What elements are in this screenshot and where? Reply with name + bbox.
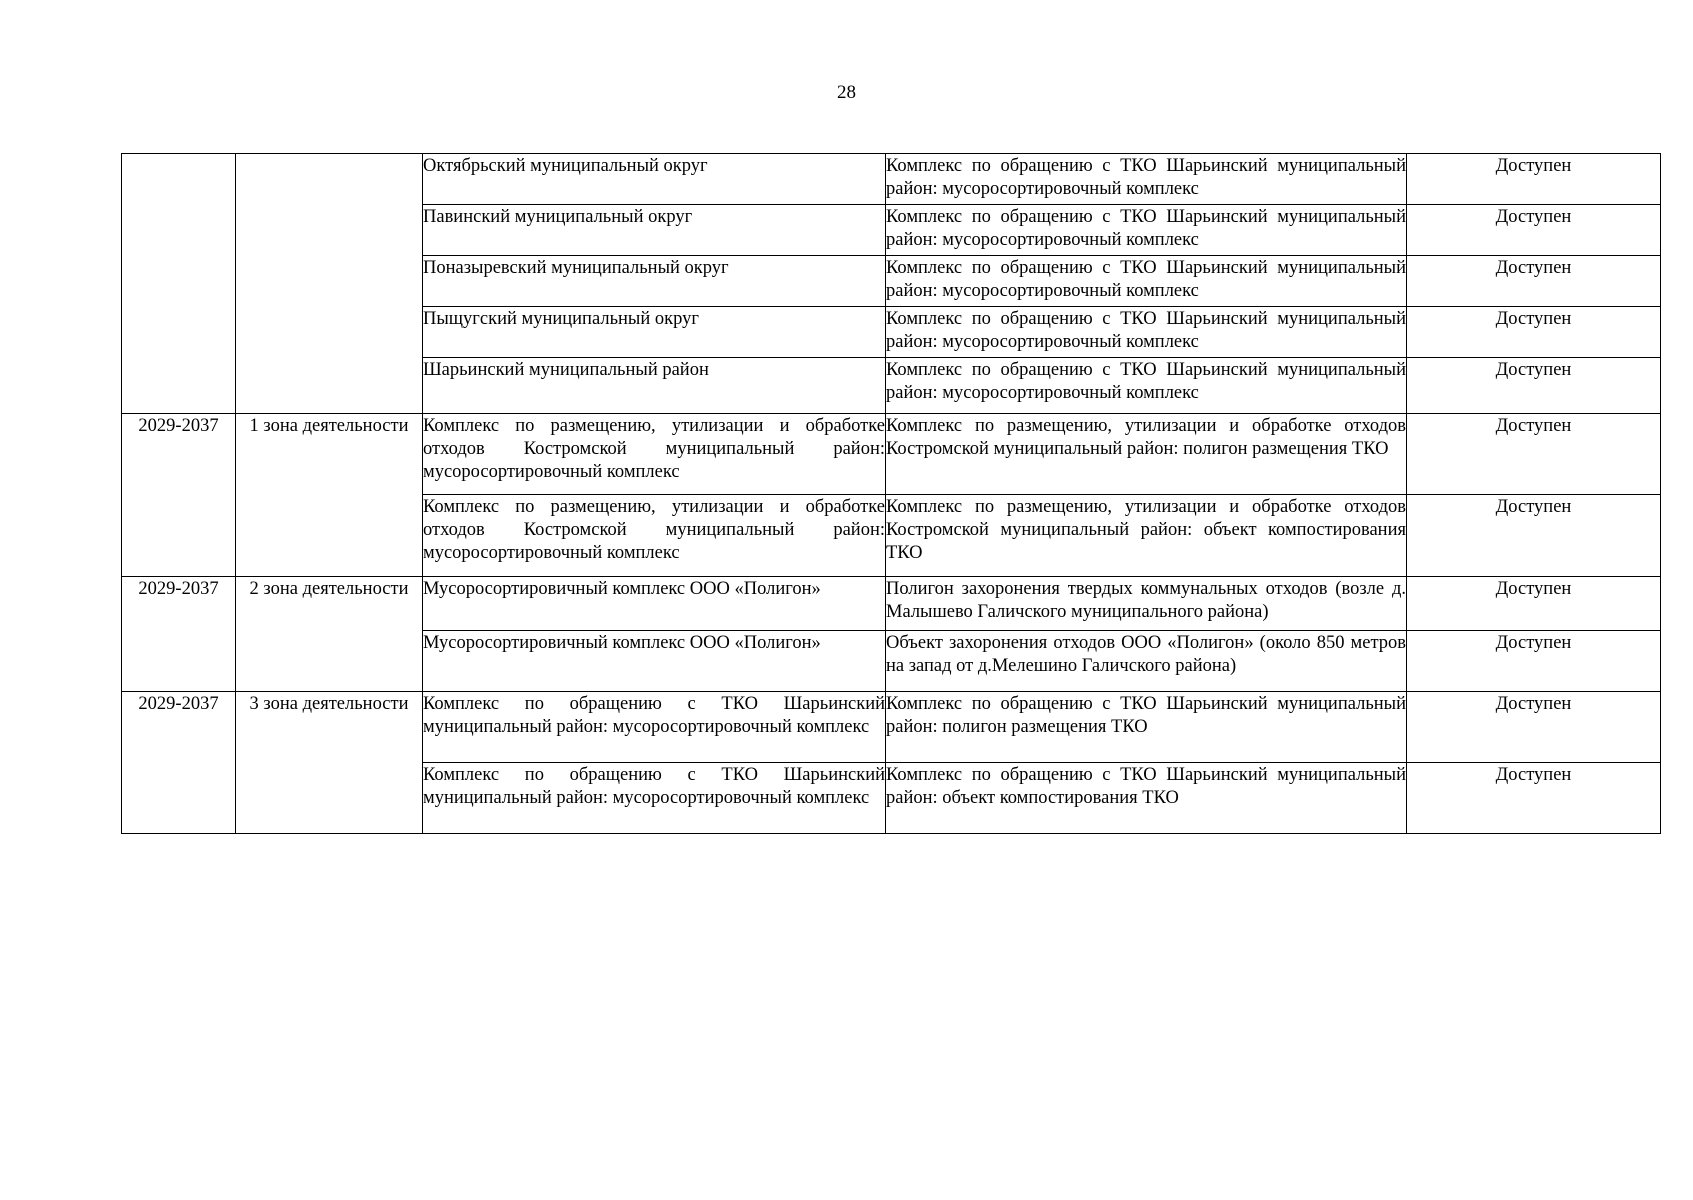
destination-cell: Комплекс по обращению с ТКО Шарьинский муниципальный район: мусоросортировочный комплекс [886, 307, 1407, 358]
destination-cell: Комплекс по обращению с ТКО Шарьинский муниципальный район: объект компостирования ТКО [886, 763, 1407, 834]
destination-cell: Комплекс по обращению с ТКО Шарьинский муниципальный район: мусоросортировочный комплекс [886, 256, 1407, 307]
destination-cell: Комплекс по обращению с ТКО Шарьинский муниципальный район: полигон размещения ТКО [886, 692, 1407, 763]
zone-cell: 1 зона деятельности [236, 414, 423, 577]
status-cell: Доступен [1407, 763, 1661, 834]
table-row [122, 577, 1661, 631]
source-cell: Мусоросортировичный комплекс ООО «Полигон» [423, 631, 886, 692]
zone-cell: 2 зона деятельности [236, 577, 423, 692]
destination-cell: Объект захоронения отходов ООО «Полигон» (около 850 метров на запад от д.Мелешино Галичского района) [886, 631, 1407, 692]
zone-cell [236, 154, 423, 414]
source-cell: Комплекс по размещению, утилизации и обработке отходов Костромской муниципальный район: мусоросортировочный комплекс [423, 495, 886, 577]
period-cell: 2029-2037 [122, 577, 236, 692]
source-cell: Комплекс по обращению с ТКО Шарьинский муниципальный район: мусоросортировочный комплекс [423, 692, 886, 763]
status-cell: Доступен [1407, 414, 1661, 495]
status-cell: Доступен [1407, 307, 1661, 358]
status-cell: Доступен [1407, 154, 1661, 205]
status-cell: Доступен [1407, 495, 1661, 577]
period-cell: 2029-2037 [122, 692, 236, 834]
source-cell: Комплекс по размещению, утилизации и обработке отходов Костромской муниципальный район: мусоросортировочный комплекс [423, 414, 886, 495]
status-cell: Доступен [1407, 205, 1661, 256]
destination-cell: Комплекс по обращению с ТКО Шарьинский муниципальный район: мусоросортировочный комплекс [886, 358, 1407, 414]
table-row [122, 414, 1661, 495]
table-row [122, 154, 1661, 205]
source-cell: Комплекс по обращению с ТКО Шарьинский муниципальный район: мусоросортировочный комплекс [423, 763, 886, 834]
status-cell: Доступен [1407, 692, 1661, 763]
source-cell: Павинский муниципальный округ [423, 205, 886, 256]
source-cell: Шарьинский муниципальный район [423, 358, 886, 414]
period-cell: 2029-2037 [122, 414, 236, 577]
source-cell: Пыщугский муниципальный округ [423, 307, 886, 358]
status-cell: Доступен [1407, 577, 1661, 631]
table-row [122, 692, 1661, 763]
source-cell: Поназыревский муниципальный округ [423, 256, 886, 307]
period-cell [122, 154, 236, 414]
page-number: 28 [837, 82, 856, 103]
destination-cell: Комплекс по обращению с ТКО Шарьинский муниципальный район: мусоросортировочный комплекс [886, 205, 1407, 256]
source-cell: Октябрьский муниципальный округ [423, 154, 886, 205]
zone-cell: 3 зона деятельности [236, 692, 423, 834]
status-cell: Доступен [1407, 358, 1661, 414]
waste-flow-table [121, 153, 1661, 834]
source-cell: Мусоросортировичный комплекс ООО «Полигон» [423, 577, 886, 631]
destination-cell: Комплекс по размещению, утилизации и обработке отходов Костромской муниципальный район: полигон размещения ТКО [886, 414, 1407, 495]
destination-cell: Комплекс по обращению с ТКО Шарьинский муниципальный район: мусоросортировочный комплекс [886, 154, 1407, 205]
destination-cell: Полигон захоронения твердых коммунальных отходов (возле д. Малышево Галичского муниципального района) [886, 577, 1407, 631]
status-cell: Доступен [1407, 631, 1661, 692]
status-cell: Доступен [1407, 256, 1661, 307]
destination-cell: Комплекс по размещению, утилизации и обработке отходов Костромской муниципальный район: объект компостирования ТКО [886, 495, 1407, 577]
